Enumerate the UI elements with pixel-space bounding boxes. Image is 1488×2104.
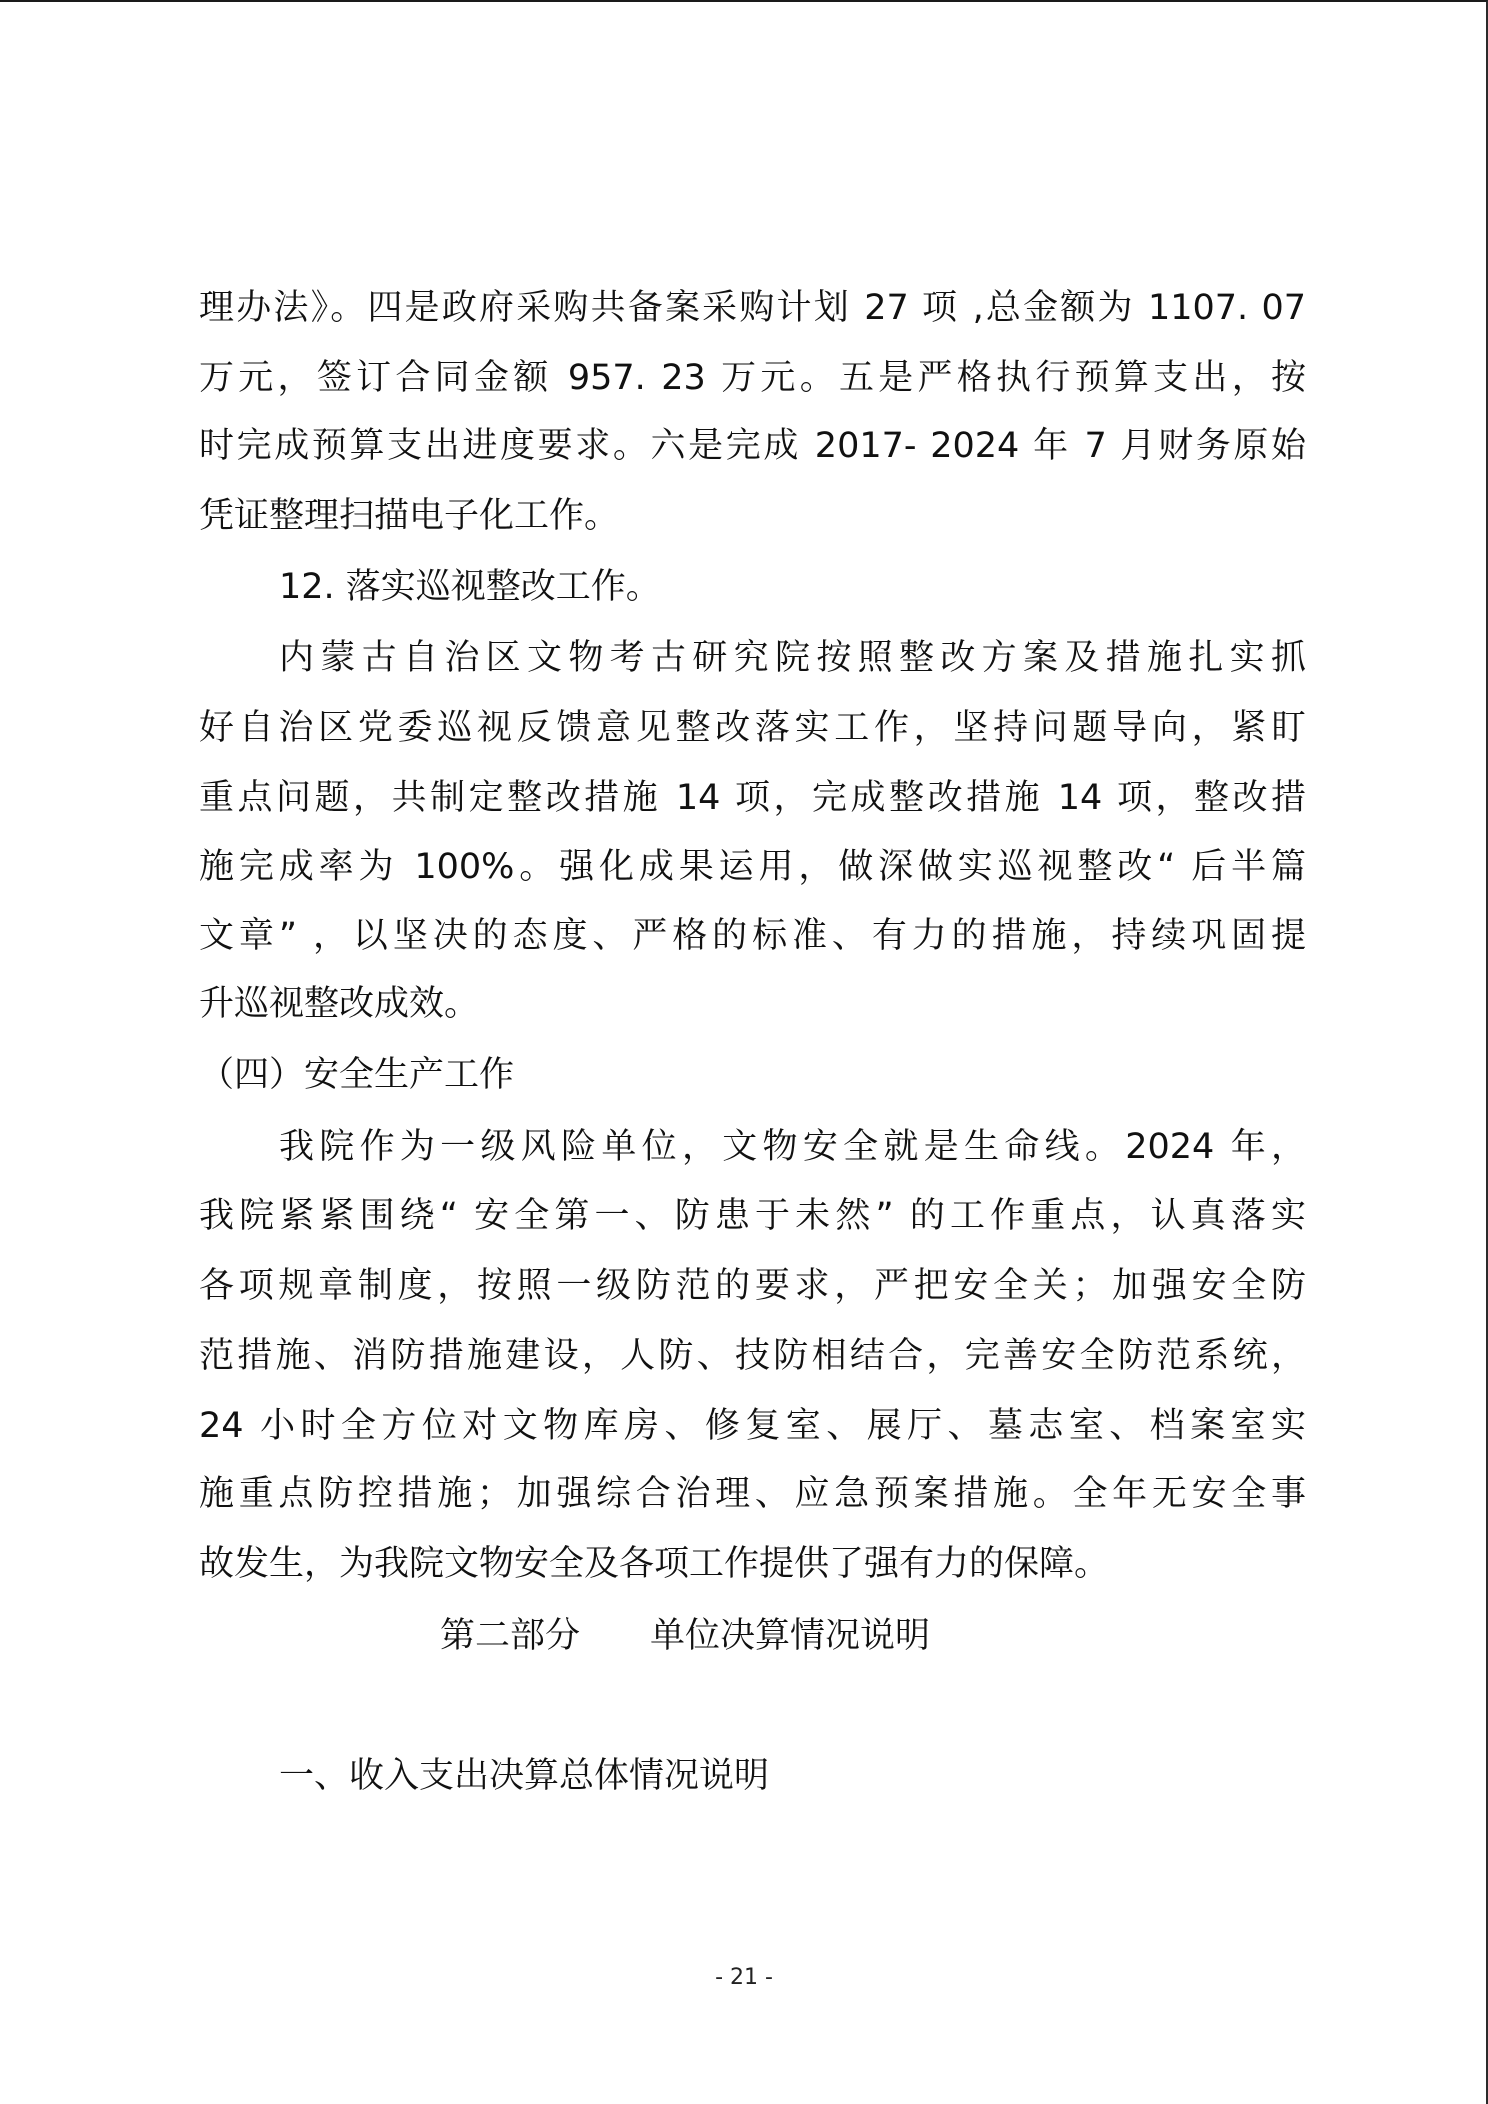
text-line: 我院紧紧围绕“ 安全第一、防患于未然” 的工作重点，认真落实: [199, 1196, 1306, 1236]
text-line: 时完成预算支出进度要求。六是完成 2017- 2024 年 7 月财务原始: [199, 426, 1306, 466]
text-line: 我院作为一级风险单位，文物安全就是生命线。2024 年，: [279, 1127, 1306, 1167]
item-heading: 12. 落实巡视整改工作。: [279, 567, 661, 607]
text-line: 万元，签订合同金额 957. 23 万元。五是严格执行预算支出，按: [199, 358, 1306, 398]
text-line: 理办法》。四是政府采购共备案采购计划 27 项 ,总金额为 1107. 07: [199, 288, 1306, 328]
text-line: 重点问题，共制定整改措施 14 项，完成整改措施 14 项，整改措: [199, 778, 1306, 818]
text-line: 施完成率为 100%。强化成果运用，做深做实巡视整改“ 后半篇: [199, 847, 1306, 887]
section-heading: （四）安全生产工作: [199, 1055, 515, 1095]
chapter-heading: 一、收入支出决算总体情况说明: [279, 1756, 770, 1796]
text-line: 各项规章制度，按照一级防范的要求，严把安全关；加强安全防: [199, 1266, 1306, 1306]
text-line: 凭证整理扫描电子化工作。: [199, 496, 620, 536]
text-line: 范措施、消防措施建设，人防、技防相结合，完善安全防范系统，: [199, 1336, 1306, 1376]
page-number: - 21 -: [715, 1965, 773, 1990]
part-title: 第二部分 单位决算情况说明: [440, 1616, 931, 1656]
text-line: 施重点防控措施；加强综合治理、应急预案措施。全年无安全事: [199, 1474, 1306, 1514]
text-line: 文章” ，以坚决的态度、严格的标准、有力的措施，持续巩固提: [199, 916, 1306, 956]
text-line: 好自治区党委巡视反馈意见整改落实工作，坚持问题导向，紧盯: [199, 708, 1306, 748]
text-line: 内蒙古自治区文物考古研究院按照整改方案及措施扎实抓: [279, 638, 1306, 678]
text-line: 故发生，为我院文物安全及各项工作提供了强有力的保障。: [199, 1544, 1110, 1584]
text-line: 24 小时全方位对文物库房、修复室、展厅、墓志室、档案室实: [199, 1406, 1306, 1446]
text-line: 升巡视整改成效。: [199, 984, 480, 1024]
